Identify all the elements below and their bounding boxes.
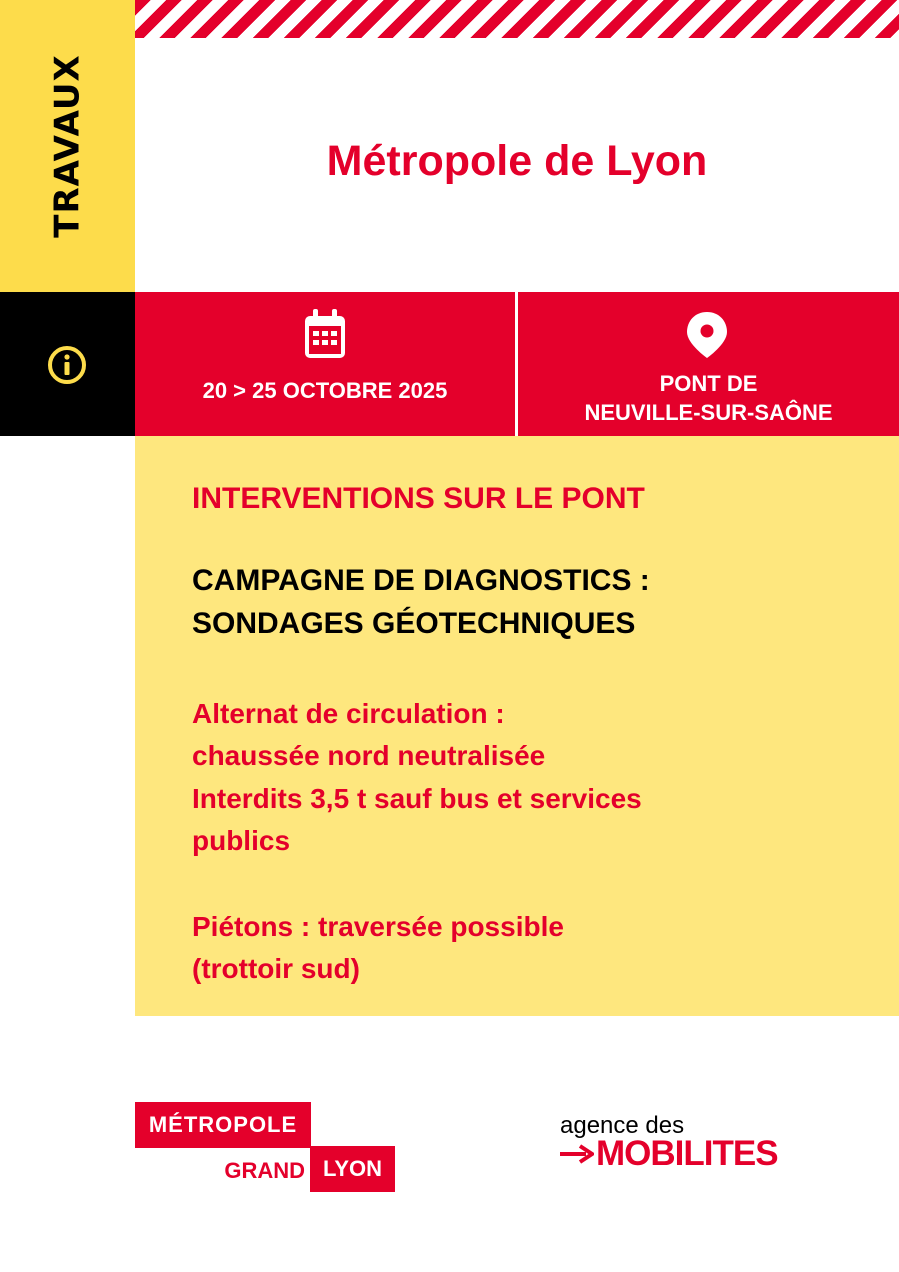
info-line: chaussée nord neutralisée (192, 740, 546, 771)
location-pin-icon (685, 310, 729, 360)
logo-metropole: MÉTROPOLE (135, 1102, 311, 1148)
logo-grand: GRAND (224, 1158, 305, 1183)
location-line-1: PONT DE (659, 371, 758, 396)
location-line-2: NEUVILLE-SUR-SAÔNE (584, 400, 833, 425)
calendar-icon (303, 308, 347, 360)
info-box (0, 292, 135, 436)
page-title: Métropole de Lyon (326, 137, 708, 185)
agence-logo-bottom: MOBILITES (596, 1134, 778, 1173)
info-line: Interdits 3,5 t sauf bus et services (192, 783, 642, 814)
info-line: Alternat de circulation : (192, 698, 505, 729)
date-text: 20 > 25 OCTOBRE 2025 (202, 378, 448, 403)
arrow-right-icon (560, 1144, 594, 1164)
info-line: publics (192, 825, 291, 856)
travaux-label: TRAVAUX (47, 54, 88, 238)
date-panel (135, 292, 515, 436)
agence-logo (560, 1134, 778, 1174)
section-title: INTERVENTIONS SUR LE PONT (192, 482, 645, 515)
info-line: (trottoir sud) (192, 953, 360, 984)
info-icon (46, 344, 88, 386)
logo-lyon: LYON (310, 1146, 395, 1192)
location-panel (518, 292, 899, 436)
content-panel (135, 436, 899, 1016)
agence-logo-top: agence des (560, 1112, 685, 1139)
diagnostic-line-1: CAMPAGNE DE DIAGNOSTICS : (192, 564, 650, 597)
diagnostic-line-2: SONDAGES GÉOTECHNIQUES (192, 607, 636, 640)
hazard-stripes (135, 0, 899, 38)
info-line: Piétons : traversée possible (192, 911, 564, 942)
travaux-label-wrap (0, 0, 135, 292)
